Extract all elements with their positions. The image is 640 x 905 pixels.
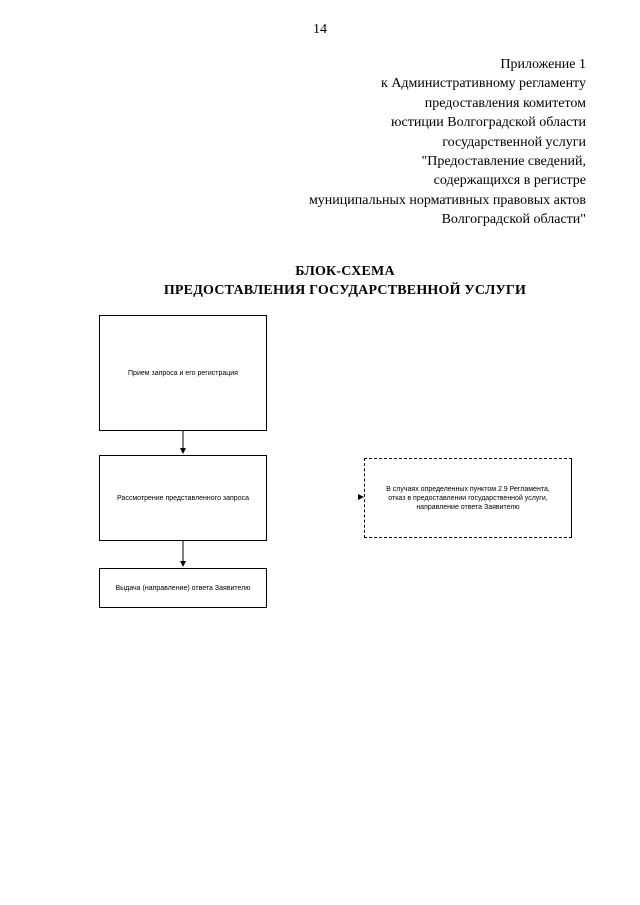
step-label-review-request: Рассмотрение представленного запроса xyxy=(117,494,249,502)
appendix-line: "Предоставление сведений, xyxy=(421,154,586,170)
refusal-line: отказ в предоставлении государственной услуги, xyxy=(388,494,548,502)
appendix-line: государственной услуги xyxy=(442,134,586,150)
refusal-line: направление ответа Заявителю xyxy=(416,503,520,511)
appendix-line: юстиции Волгоградской области xyxy=(391,115,586,131)
step-label-issue-response: Выдача (направление) ответа Заявителю xyxy=(115,584,251,592)
appendix-line: Волгоградской области" xyxy=(441,212,586,228)
step-box-receive-request xyxy=(99,315,267,431)
step-box-refusal xyxy=(364,458,572,538)
refusal-line: В случаях определенных пунктом 2.9 Регламента, xyxy=(386,485,550,493)
step-box-issue-response xyxy=(99,568,267,608)
diagram-title-line2: ПРЕДОСТАВЛЕНИЯ ГОСУДАРСТВЕННОЙ УСЛУГИ xyxy=(163,283,527,298)
step-box-review-request xyxy=(99,455,267,541)
page-number: 14 xyxy=(313,22,327,37)
step-label-receive-request: Прием запроса и его регистрация xyxy=(128,369,238,377)
appendix-line: предоставления комитетом xyxy=(424,95,586,111)
appendix-line: Приложение 1 xyxy=(500,57,586,72)
appendix-line: содержащихся в регистре xyxy=(433,173,586,189)
appendix-line: муниципальных нормативных правовых актов xyxy=(308,192,586,208)
appendix-line: к Административному регламенту xyxy=(381,76,586,92)
diagram-title-line1: БЛОК-СХЕМА xyxy=(295,264,395,279)
step-label-refusal xyxy=(386,485,550,512)
